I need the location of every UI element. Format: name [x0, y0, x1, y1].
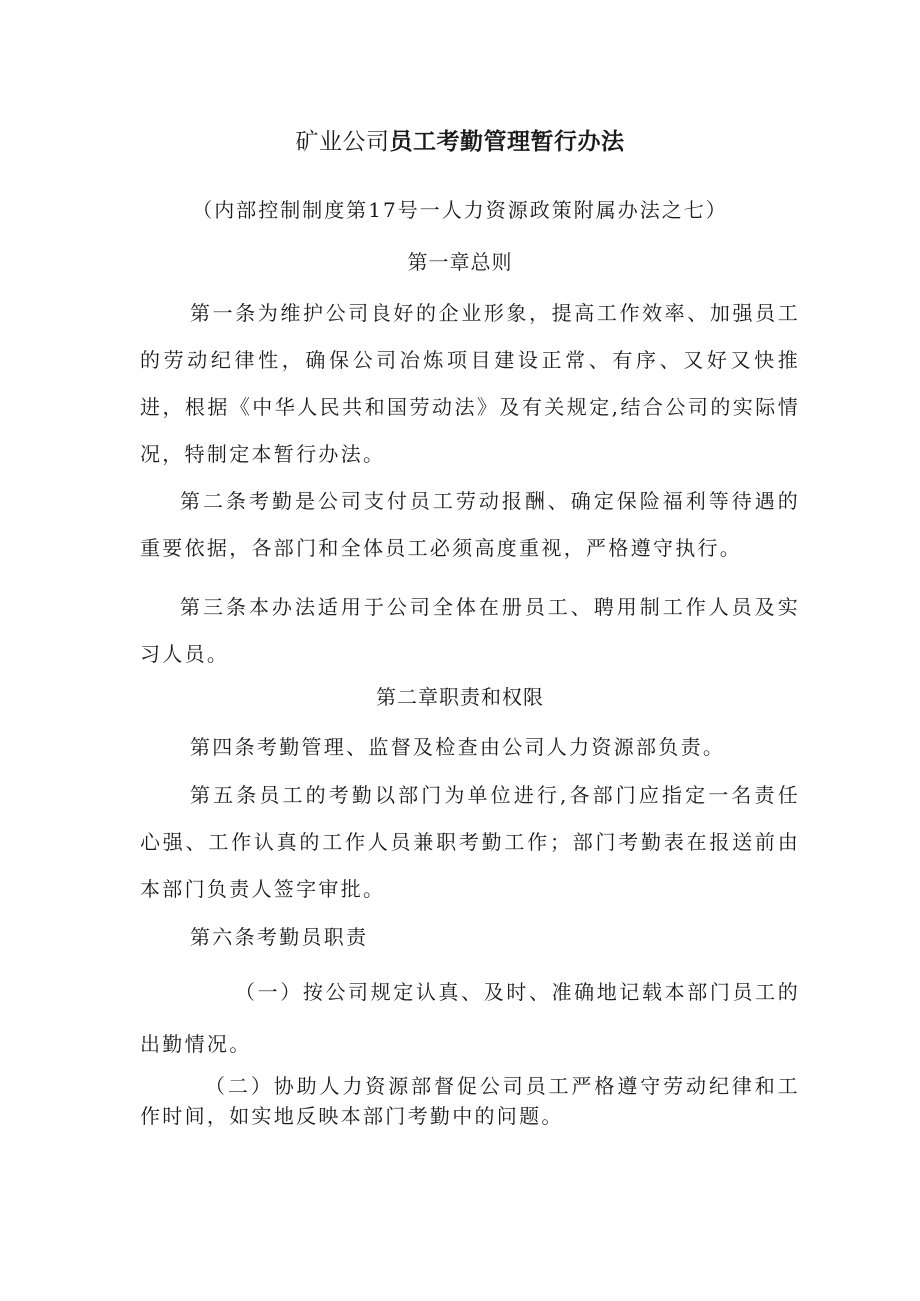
article-3: 第三条本办法适用于公司全体在册员工、聘用制工作人员及实习人员。	[140, 595, 800, 666]
document-subtitle: （内部控制制度第17号一人力资源政策附属办法之七）	[192, 198, 728, 222]
chapter-heading-1: 第一章总则	[407, 250, 513, 274]
title-prefix: 矿业公司	[295, 129, 390, 155]
article-1: 第一条为维护公司良好的企业形象，提高工作效率、加强员工的劳动纪律性，确保公司冶炼项目建设正常、有序、又好又快推进，根据《中华人民共和国劳动法》及有关规定,结合公司的实际情况，特制定本暂行办法。	[140, 301, 800, 466]
article-6-item-1: （一）按公司规定认真、及时、准确地记载本部门员工的出勤情况。	[140, 980, 800, 1056]
article-6: 第六条考勤员职责	[190, 925, 369, 949]
chapter-heading-2: 第二章职责和权限	[376, 685, 544, 709]
document-title	[0, 124, 920, 160]
article-2: 第二条考勤是公司支付员工劳动报酬、确定保险福利等待遇的重要依据，各部门和全体员工必须高度重视，严格遵守执行。	[140, 489, 800, 560]
article-6-item-2: （二）协助人力资源部督促公司员工严格遵守劳动纪律和工作时间，如实地反映本部门考勤中的问题。	[140, 1074, 800, 1128]
article-4: 第四条考勤管理、监督及检查由公司人力资源部负责。	[190, 735, 726, 759]
title-main: 员工考勤管理暂行办法	[389, 129, 625, 155]
article-5: 第五条员工的考勤以部门为单位进行,各部门应指定一名责任心强、工作认真的工作人员兼职考勤工作；部门考勤表在报送前由本部门负责人签字审批。	[140, 783, 800, 901]
